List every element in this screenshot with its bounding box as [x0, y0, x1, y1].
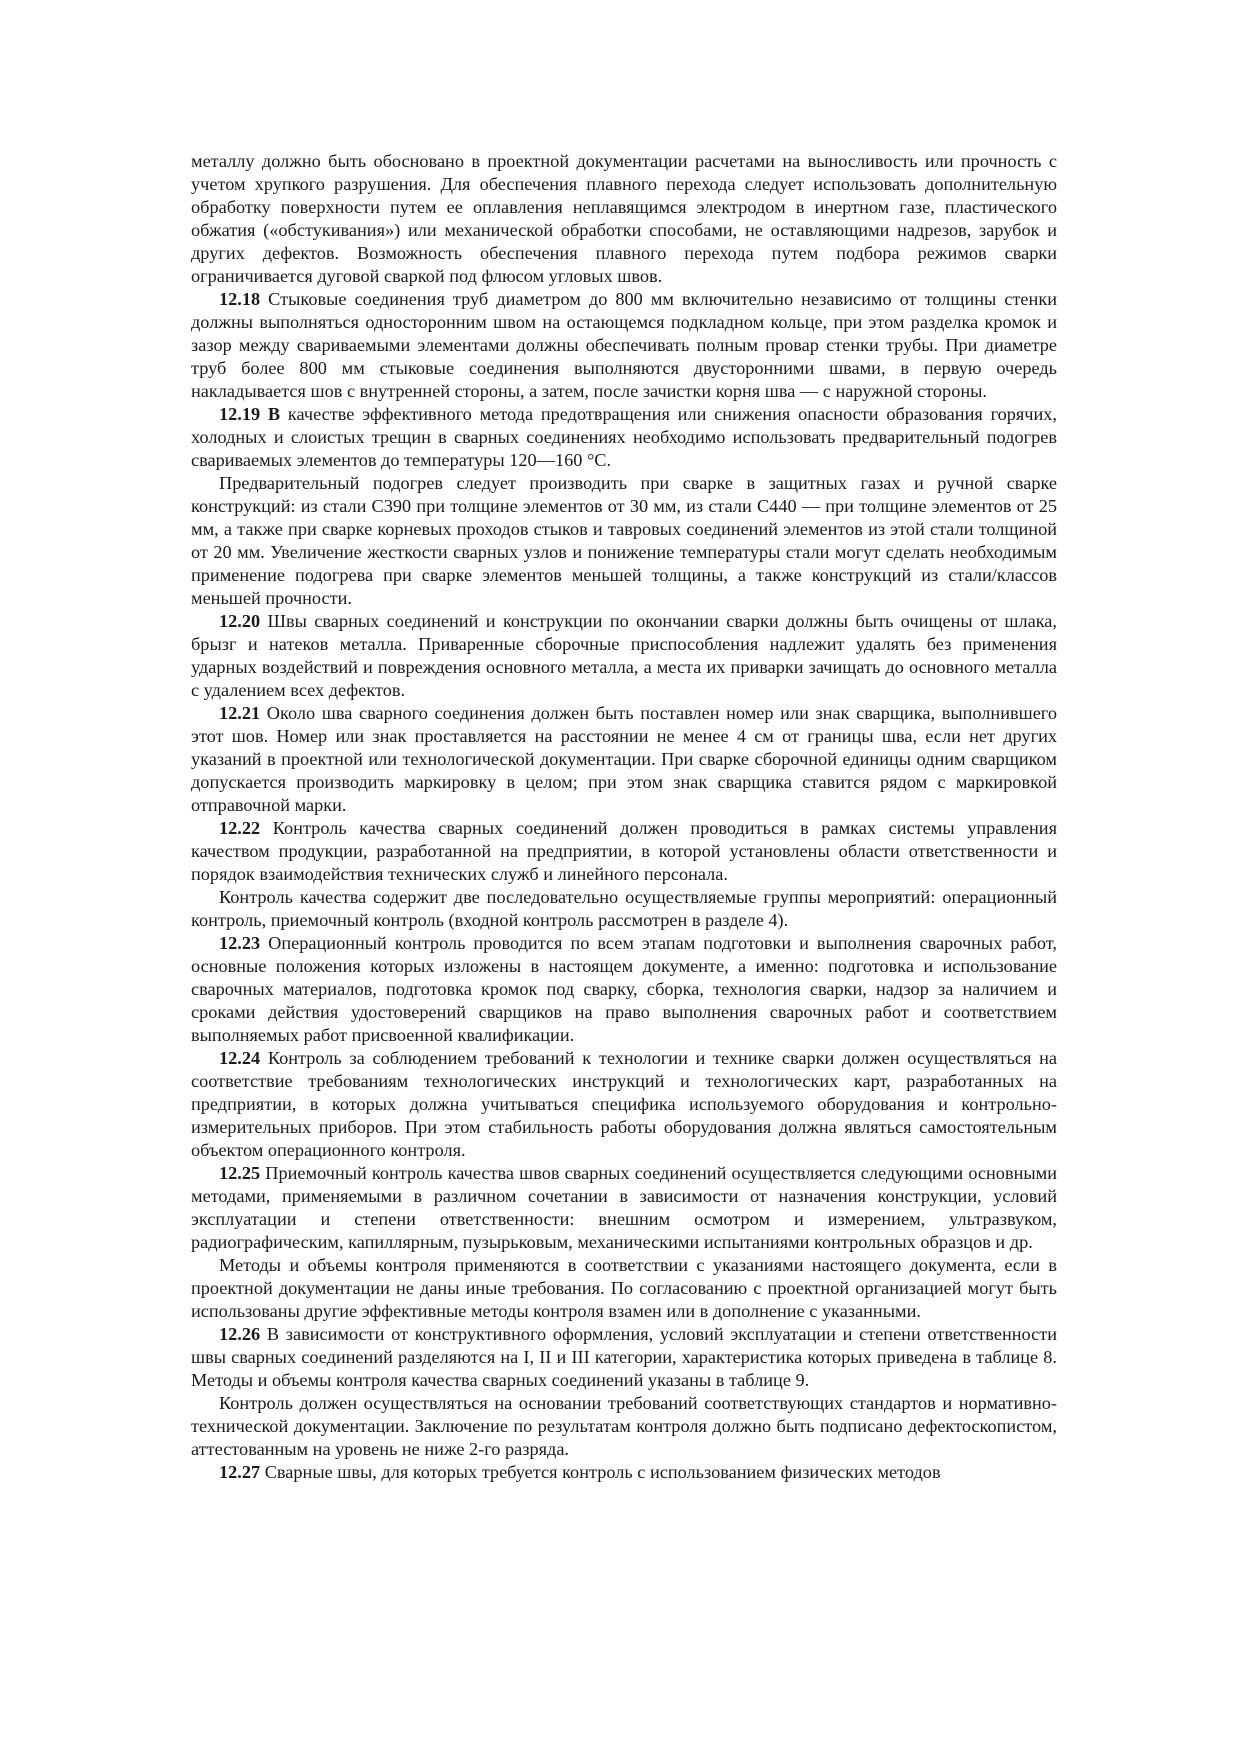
paragraph-12-18 [191, 288, 1057, 403]
paragraph-text: качестве эффективного метода предотвращения или снижения опасности образования горячих, холодных и слоистых трещин в сварных соединениях необходимо использовать предварительный подогрев свариваемых элементов до температуры 120—160 °С. [191, 404, 1057, 470]
paragraph-text: Швы сварных соединений и конструкции по окончании сварки должны быть очищены от шлака, брызг и натеков металла. Приваренные сборочные приспособления надлежит удалять без применения ударных воздействий и повреждения основного металла, а места их приварки зачищать до основного металла с удалением всех дефектов. [191, 611, 1057, 700]
paragraph-text: металлу должно быть обосновано в проектной документации расчетами на выносливость или прочность с учетом хрупкого разрушения. Для обеспечения плавного перехода следует использовать дополнительную обработку поверхности путем ее оплавления неплавящимся электродом в инертном газе, пластического обжатия («обстукивания») или механической обработки способами, не оставляющими надрезов, зарубок и других дефектов. Возможность обеспечения плавного перехода путем подбора режимов сварки ограничивается дуговой сваркой под флюсом угловых швов. [191, 151, 1057, 286]
paragraph-control-groups [191, 886, 1057, 932]
paragraph-text: Сварные швы, для которых требуется контроль с использованием физических методов [260, 1462, 941, 1482]
document-page [191, 150, 1057, 1484]
paragraph-12-25 [191, 1162, 1057, 1254]
paragraph-methods-volumes [191, 1254, 1057, 1323]
clause-number: 12.20 [219, 611, 261, 631]
paragraph-text: Методы и объемы контроля применяются в соответствии с указаниями настоящего документа, если в проектной документации не даны иные требования. По согласованию с проектной организацией могут быть использованы другие эффективные методы контроля взамен или в дополнение с указанными. [191, 1255, 1057, 1321]
paragraph-text: Около шва сварного соединения должен быть поставлен номер или знак сварщика, выполнившего этот шов. Номер или знак проставляется на расстоянии не менее 4 см от границы шва, если нет других указаний в проектной или технологической документации. При сварке сборочной единицы одним сварщиком допускается производить маркировку в целом; при этом знак сварщика ставится рядом с маркировкой отправочной марки. [191, 703, 1057, 815]
clause-number: 12.22 [219, 818, 261, 838]
clause-number: 12.21 [219, 703, 261, 723]
paragraph-12-23 [191, 932, 1057, 1047]
paragraph-text: Стыковые соединения труб диаметром до 800 мм включительно независимо от толщины стенки должны выполняться односторонним швом на остающемся подкладном кольце, при этом разделка кромок и зазор между свариваемыми элементами должны обеспечивать полным провар стенки трубы. При диаметре труб более 800 мм стыковые соединения выполняются двусторонними швами, в первую очередь накладывается шов с внутренней стороны, а затем, после зачистки корня шва — с наружной стороны. [191, 289, 1057, 401]
paragraph-12-20 [191, 610, 1057, 702]
paragraph-inspection-basis [191, 1392, 1057, 1461]
paragraph-12-27 [191, 1461, 1057, 1484]
paragraph-12-26 [191, 1323, 1057, 1392]
clause-number: 12.24 [219, 1048, 261, 1068]
clause-number: 12.18 [219, 289, 261, 309]
paragraph-text: Предварительный подогрев следует производить при сварке в защитных газах и ручной сварке конструкций: из стали С390 при толщине элементов от 30 мм, из стали С440 — при толщине элементов от 25 мм, а также при сварке корневых проходов стыков и тавровых соединений элементов из этой стали толщиной от 20 мм. Увеличение жесткости сварных узлов и понижение температуры стали могут сделать необходимым применение подогрева при сварке элементов меньшей толщины, а также конструкций из стали/классов меньшей прочности. [191, 473, 1057, 608]
paragraph-text: Контроль за соблюдением требований к технологии и технике сварки должен осуществляться на соответствие требованиям технологических инструкций и технологических карт, разработанных на предприятии, в которых должна учитываться специфика используемого оборудования и контрольно-измерительных приборов. При этом стабильность работы оборудования должна являться самостоятельным объектом операционного контроля. [191, 1048, 1057, 1160]
clause-number: 12.19 В [219, 404, 281, 424]
paragraph-text: Приемочный контроль качества швов сварных соединений осуществляется следующими основными методами, применяемыми в различном сочетании в зависимости от назначения конструкции, условий эксплуатации и степени ответственности: внешним осмотром и измерением, ультразвуком, радиографическим, капиллярным, пузырьковым, механическими испытаниями контрольных образцов и др. [191, 1163, 1057, 1252]
paragraph-text: Контроль должен осуществляться на основании требований соответствующих стандартов и нормативно-технической документации. Заключение по результатам контроля должно быть подписано дефектоскопистом, аттестованным на уровень не ниже 2-го разряда. [191, 1393, 1057, 1459]
paragraph-12-21 [191, 702, 1057, 817]
paragraph-text: В зависимости от конструктивного оформления, условий эксплуатации и степени ответственности швы сварных соединений разделяются на I, II и III категории, характеристика которых приведена в таблице 8. Методы и объемы контроля качества сварных соединений указаны в таблице 9. [191, 1324, 1057, 1390]
paragraph-continuation [191, 150, 1057, 288]
clause-number: 12.23 [219, 933, 261, 953]
paragraph-12-19 [191, 403, 1057, 472]
paragraph-text: Операционный контроль проводится по всем этапам подготовки и выполнения сварочных работ, основные положения которых изложены в настоящем документе, а именно: подготовка и использование сварочных материалов, подготовка кромок под сварку, сборка, технология сварки, надзор за наличием и сроками действия удостоверений сварщиков на право выполнения сварочных работ и соответствием выполняемых работ присвоенной квалификации. [191, 933, 1057, 1045]
paragraph-12-22 [191, 817, 1057, 886]
paragraph-preheat [191, 472, 1057, 610]
clause-number: 12.27 [219, 1462, 261, 1482]
paragraph-12-24 [191, 1047, 1057, 1162]
paragraph-text: Контроль качества сварных соединений должен проводиться в рамках системы управления качеством продукции, разработанной на предприятии, в которой установлены области ответственности и порядок взаимодействия технических служб и линейного персонала. [191, 818, 1057, 884]
paragraph-text: Контроль качества содержит две последовательно осуществляемые группы мероприятий: операционный контроль, приемочный контроль (входной контроль рассмотрен в разделе 4). [191, 887, 1057, 930]
clause-number: 12.25 [219, 1163, 261, 1183]
clause-number: 12.26 [219, 1324, 261, 1344]
